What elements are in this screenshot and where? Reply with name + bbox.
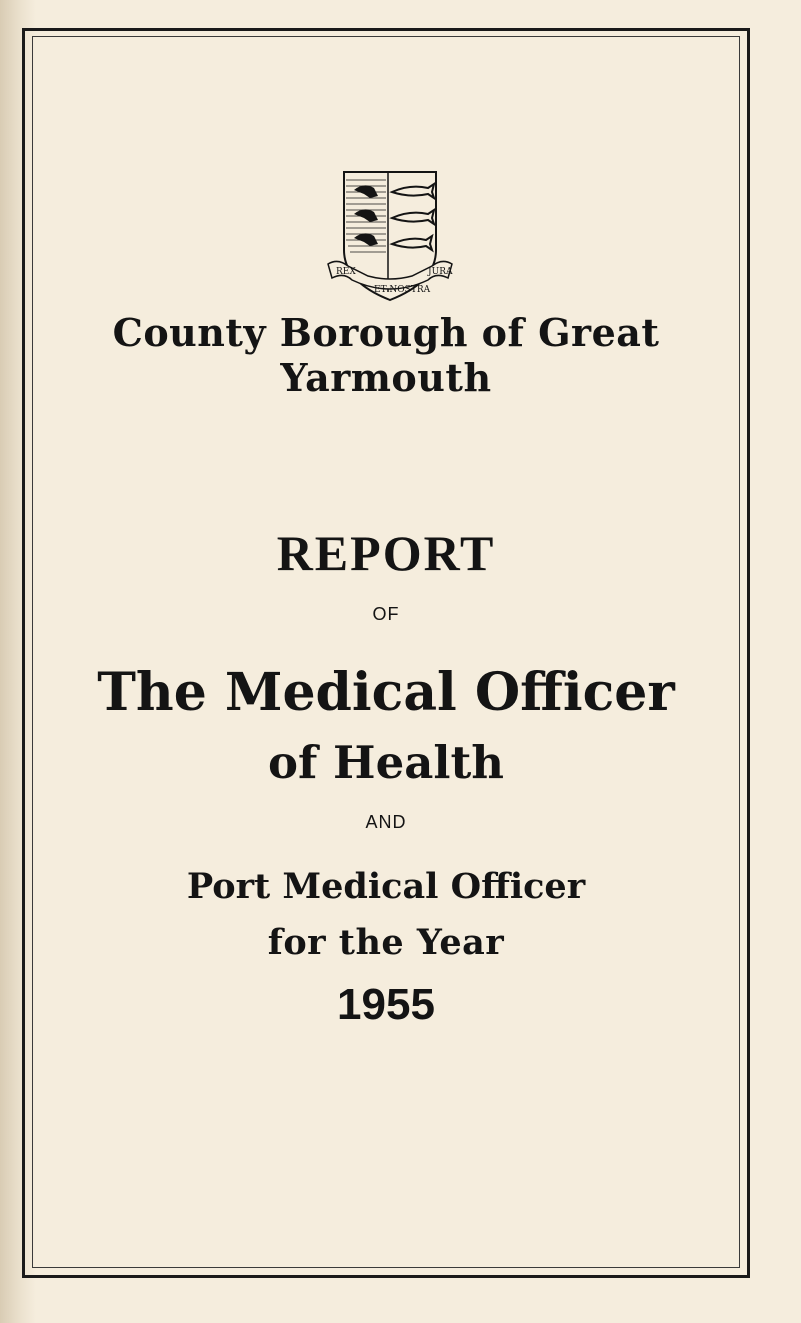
- report-year: 1955: [337, 980, 435, 1029]
- cover-content: [36, 36, 736, 1266]
- title-line-2: of Health: [268, 736, 504, 789]
- and-label: AND: [365, 812, 407, 832]
- for-the-year-line: for the Year: [267, 922, 505, 963]
- svg-text:REX: REX: [336, 267, 356, 277]
- of-label: OF: [372, 604, 400, 624]
- port-officer-line: Port Medical Officer: [186, 866, 586, 907]
- coat-of-arms-icon: [324, 132, 456, 312]
- title-line-1: The Medical Officer: [97, 662, 675, 723]
- report-heading: REPORT: [276, 525, 496, 581]
- borough-heading: County Borough of Great Yarmouth: [112, 310, 660, 400]
- svg-text:ET NOSTRA: ET NOSTRA: [374, 285, 431, 295]
- svg-text:JURA: JURA: [428, 267, 453, 277]
